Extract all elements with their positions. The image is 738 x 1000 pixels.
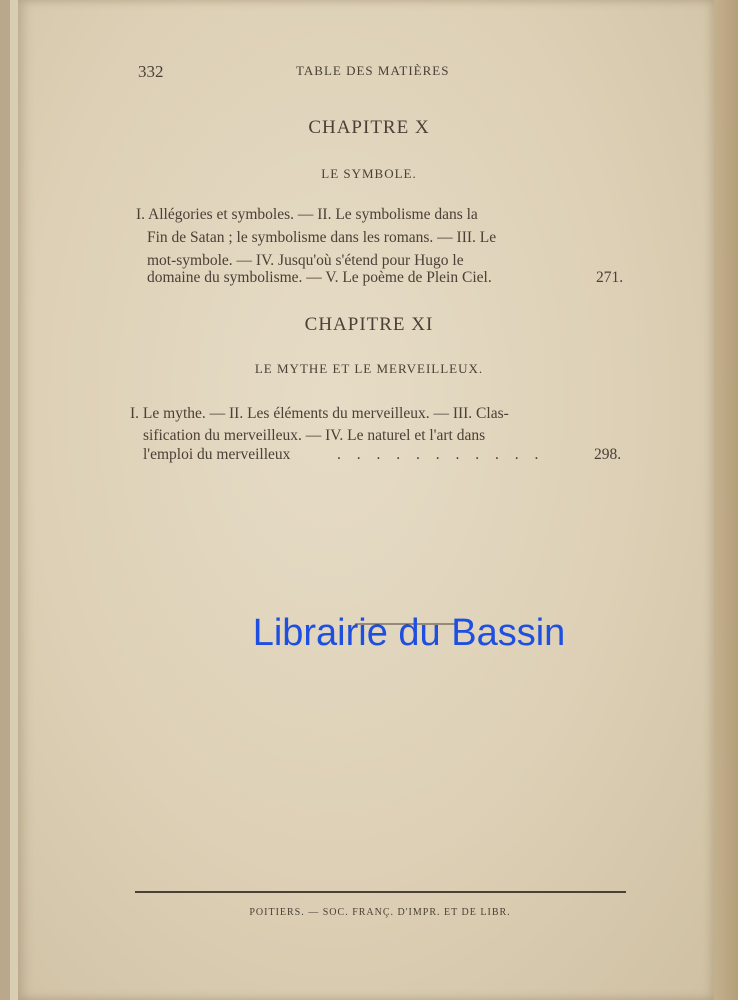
chapter-x-title: CHAPITRE X [308, 117, 430, 138]
toc-page-ref: 298. [594, 446, 622, 463]
footer-rule [135, 891, 626, 893]
dot-leader: . . . . . . . . . . . [337, 446, 545, 463]
toc-line: domaine du symbolisme. — V. Le poème de Plein Ciel. [147, 269, 492, 286]
chapter-x-subtitle: LE SYMBOLE. [321, 166, 417, 181]
running-title: TABLE DES MATIÈRES [296, 63, 450, 78]
chapter-xi-subtitle: LE MYTHE ET LE MERVEILLEUX. [254, 361, 484, 376]
chapter-xi-title: CHAPITRE XI [304, 314, 434, 335]
toc-line: Fin de Satan ; le symbolisme dans les romans. — III. Le [147, 229, 497, 246]
toc-line: I. Le mythe. — II. Les éléments du merveilleux. — III. Clas- [130, 405, 509, 422]
facing-page-edge [714, 0, 738, 1000]
toc-line: sification du merveilleux. — IV. Le naturel et l'art dans [143, 427, 486, 444]
printer-footer: POITIERS. — SOC. FRANÇ. D'IMPR. ET DE LIBR. [249, 907, 511, 918]
book-page [18, 0, 714, 1000]
toc-line: I. Allégories et symboles. — II. Le symbolisme dans la [136, 206, 478, 223]
watermark-text: Librairie du Bassin [252, 612, 566, 654]
page-number: 332 [138, 62, 164, 81]
toc-line: l'emploi du merveilleux [143, 446, 291, 463]
toc-page-ref: 271. [596, 269, 624, 286]
toc-line: mot-symbole. — IV. Jusqu'où s'étend pour Hugo le [147, 252, 464, 269]
